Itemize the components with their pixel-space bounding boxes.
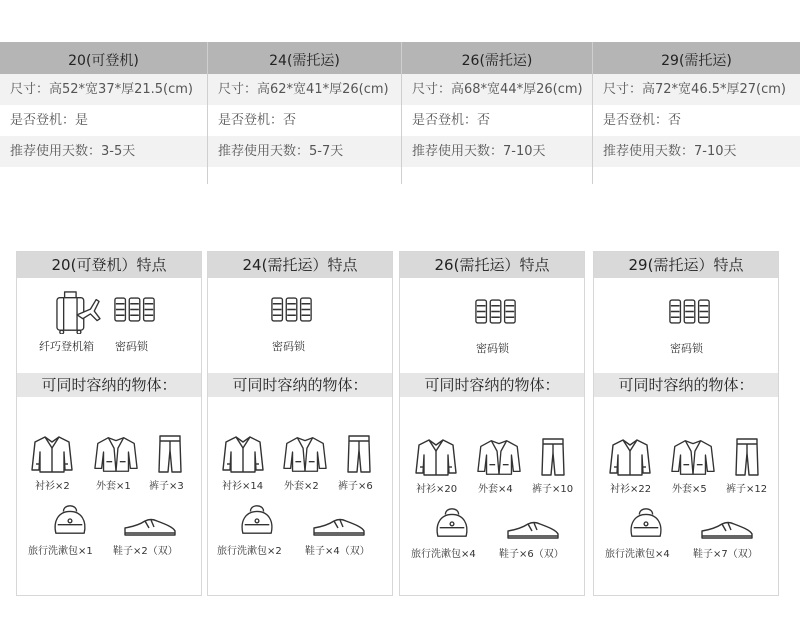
capacity-subtitle: 可同时容纳的物体： (208, 373, 392, 397)
spec-column-26 (402, 42, 593, 184)
pants-count: 裤子×10 (532, 484, 574, 495)
card-title: 26(需托运）特点 (400, 252, 584, 278)
card-title: 20(可登机）特点 (17, 252, 201, 278)
carry-on-suitcase-icon (54, 290, 102, 334)
pants-icon (540, 437, 566, 477)
feature-label: 密码锁 (272, 340, 305, 353)
toiletry-bag-count: 旅行洗漱包×4 (605, 549, 670, 560)
spec-size-26: 尺寸：高68*宽44*厚26(cm) (402, 74, 592, 105)
shoe-icon (506, 518, 560, 542)
shirt-icon (414, 437, 458, 477)
spec-boarding-26: 是否登机：否 (412, 113, 491, 128)
feature-label: 密码锁 (670, 342, 703, 355)
feature-card-29 (593, 251, 779, 596)
jacket-icon (670, 437, 716, 477)
feature-label: 纤巧登机箱 (39, 340, 94, 353)
toiletry-bag-count: 旅行洗漱包×2 (217, 546, 282, 557)
toiletry-bag-count: 旅行洗漱包×4 (411, 549, 476, 560)
spec-boarding-20: 是否登机：是 (10, 113, 89, 128)
jacket-icon (282, 434, 328, 474)
capacity-subtitle: 可同时容纳的物体： (17, 373, 201, 397)
spec-column-29 (593, 42, 800, 184)
card-features (400, 278, 584, 373)
combination-lock-icon (668, 298, 712, 325)
shoes-count: 鞋子×6（双） (499, 549, 564, 560)
combination-lock-icon (270, 296, 314, 323)
card-features (594, 278, 778, 373)
feature-label: 密码锁 (476, 342, 509, 355)
jacket-icon (93, 434, 139, 474)
spec-size-20: 尺寸：高52*宽37*厚21.5(cm) (0, 74, 207, 105)
capacity-items (400, 397, 584, 593)
shirt-count: 衬衫×20 (416, 484, 458, 495)
spec-header-29: 29(需托运) (661, 53, 732, 69)
card-features (17, 278, 201, 373)
spec-header-26: 26(需托运) (461, 53, 533, 69)
jacket-count: 外套×1 (96, 481, 131, 492)
card-title: 24(需托运）特点 (208, 252, 392, 278)
size-spec-table (0, 42, 800, 184)
card-features (208, 278, 392, 373)
shirt-count: 衬衫×22 (610, 484, 652, 495)
spec-column-24 (208, 42, 402, 184)
toiletry-bag-icon (238, 502, 276, 536)
spec-days-24: 推荐使用天数：5-7天 (208, 136, 401, 167)
spec-size-29: 尺寸：高72*宽46.5*厚27(cm) (593, 74, 800, 105)
jacket-count: 外套×4 (478, 484, 513, 495)
shirt-count: 衬衫×14 (222, 481, 264, 492)
pants-count: 裤子×12 (726, 484, 768, 495)
jacket-count: 外套×2 (284, 481, 319, 492)
shoe-icon (312, 515, 366, 539)
shoe-icon (700, 518, 754, 542)
spec-days-26: 推荐使用天数：7-10天 (402, 136, 592, 167)
pants-count: 裤子×3 (149, 481, 184, 492)
spec-column-20 (0, 42, 208, 184)
pants-icon (346, 434, 372, 474)
shoes-count: 鞋子×7（双） (693, 549, 758, 560)
capacity-items (594, 397, 778, 593)
feature-label: 密码锁 (115, 340, 148, 353)
shirt-icon (608, 437, 652, 477)
jacket-count: 外套×5 (672, 484, 707, 495)
combination-lock-icon (113, 296, 157, 323)
shoes-count: 鞋子×4（双） (305, 546, 370, 557)
jacket-icon (476, 437, 522, 477)
feature-card-26 (399, 251, 585, 596)
combination-lock-icon (474, 298, 518, 325)
spec-days-20: 推荐使用天数：3-5天 (0, 136, 207, 167)
capacity-items (17, 397, 201, 593)
card-title: 29(需托运）特点 (594, 252, 778, 278)
pants-icon (734, 437, 760, 477)
shirt-icon (221, 434, 265, 474)
feature-card-20 (16, 251, 202, 596)
toiletry-bag-icon (627, 505, 665, 539)
capacity-subtitle: 可同时容纳的物体： (400, 373, 584, 397)
pants-icon (157, 434, 183, 474)
spec-boarding-24: 是否登机：否 (218, 113, 297, 128)
pants-count: 裤子×6 (338, 481, 373, 492)
feature-card-24 (207, 251, 393, 596)
capacity-items (208, 397, 392, 593)
toiletry-bag-icon (433, 505, 471, 539)
shoes-count: 鞋子×2（双） (113, 546, 178, 557)
toiletry-bag-icon (51, 502, 89, 536)
shirt-icon (30, 434, 74, 474)
spec-header-20: 20(可登机) (68, 53, 139, 69)
shirt-count: 衬衫×2 (35, 481, 70, 492)
spec-days-29: 推荐使用天数：7-10天 (593, 136, 800, 167)
shoe-icon (123, 515, 177, 539)
capacity-subtitle: 可同时容纳的物体： (594, 373, 778, 397)
spec-header-24: 24(需托运) (269, 53, 340, 69)
toiletry-bag-count: 旅行洗漱包×1 (28, 546, 93, 557)
spec-size-24: 尺寸：高62*宽41*厚26(cm) (208, 74, 401, 105)
spec-boarding-29: 是否登机：否 (603, 113, 682, 128)
